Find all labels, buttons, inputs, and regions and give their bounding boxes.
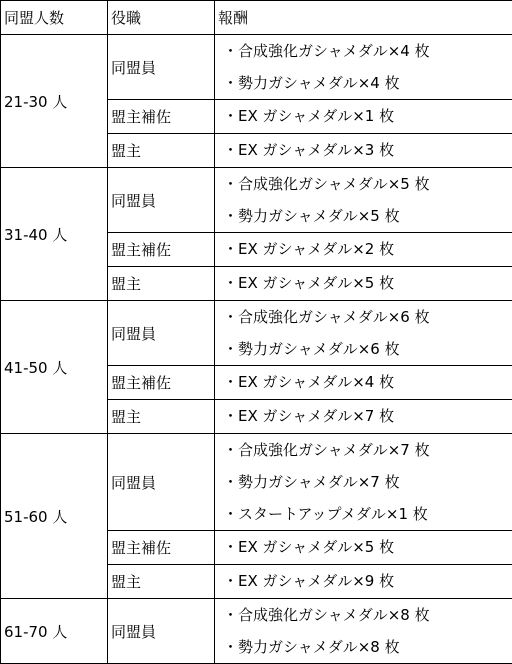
reward-item: ・EX ガシャメダル×4 枚: [215, 366, 512, 399]
reward-cell: [215, 366, 512, 400]
role-cell: 盟主: [108, 267, 215, 301]
member-range-cell: 41-50 人: [1, 301, 108, 434]
reward-item: ・EX ガシャメダル×1 枚: [215, 100, 512, 133]
reward-item: ・EX ガシャメダル×5 枚: [215, 531, 512, 564]
reward-cell: [215, 134, 512, 168]
reward-cell: [215, 565, 512, 599]
role-cell: 盟主: [108, 400, 215, 434]
role-cell: 盟主補佐: [108, 366, 215, 400]
reward-item: ・スタートアップメダル×1 枚: [215, 498, 512, 530]
reward-item: ・EX ガシャメダル×2 枚: [215, 233, 512, 266]
reward-cell: [215, 599, 512, 664]
reward-item: ・EX ガシャメダル×5 枚: [215, 267, 512, 300]
reward-item: ・勢力ガシャメダル×7 枚: [215, 466, 512, 498]
role-cell: 同盟員: [108, 599, 215, 664]
reward-item: ・EX ガシャメダル×7 枚: [215, 400, 512, 433]
table-header-row: [1, 1, 512, 35]
header-members: 同盟人数: [1, 1, 108, 35]
header-reward: 報酬: [215, 1, 512, 35]
role-cell: 盟主補佐: [108, 100, 215, 134]
reward-cell: [215, 267, 512, 301]
reward-item: ・勢力ガシャメダル×8 枚: [215, 631, 512, 663]
table-row: [1, 599, 512, 664]
table-row: [1, 434, 512, 531]
reward-item: ・勢力ガシャメダル×6 枚: [215, 333, 512, 365]
reward-cell: [215, 233, 512, 267]
reward-item: ・EX ガシャメダル×3 枚: [215, 134, 512, 167]
reward-cell: [215, 434, 512, 531]
member-range-cell: 51-60 人: [1, 434, 108, 599]
table-row: [1, 301, 512, 366]
reward-cell: [215, 168, 512, 233]
reward-cell: [215, 301, 512, 366]
reward-cell: [215, 100, 512, 134]
reward-item: ・合成強化ガシャメダル×5 枚: [215, 168, 512, 200]
member-range-cell: 21-30 人: [1, 35, 108, 168]
reward-item: ・合成強化ガシャメダル×7 枚: [215, 434, 512, 466]
table-body: [1, 35, 512, 664]
reward-item: ・EX ガシャメダル×9 枚: [215, 565, 512, 598]
role-cell: 同盟員: [108, 434, 215, 531]
header-role: 役職: [108, 1, 215, 35]
role-cell: 盟主補佐: [108, 233, 215, 267]
role-cell: 同盟員: [108, 301, 215, 366]
role-cell: 盟主: [108, 134, 215, 168]
reward-item: ・合成強化ガシャメダル×6 枚: [215, 301, 512, 333]
reward-item: ・合成強化ガシャメダル×4 枚: [215, 35, 512, 67]
reward-cell: [215, 35, 512, 100]
reward-cell: [215, 531, 512, 565]
member-range-cell: 31-40 人: [1, 168, 108, 301]
reward-item: ・勢力ガシャメダル×5 枚: [215, 200, 512, 232]
member-range-cell: 61-70 人: [1, 599, 108, 664]
reward-cell: [215, 400, 512, 434]
role-cell: 盟主補佐: [108, 531, 215, 565]
reward-item: ・勢力ガシャメダル×4 枚: [215, 67, 512, 99]
role-cell: 同盟員: [108, 168, 215, 233]
role-cell: 同盟員: [108, 35, 215, 100]
role-cell: 盟主: [108, 565, 215, 599]
table-row: [1, 168, 512, 233]
table-row: [1, 35, 512, 100]
reward-item: ・合成強化ガシャメダル×8 枚: [215, 599, 512, 631]
